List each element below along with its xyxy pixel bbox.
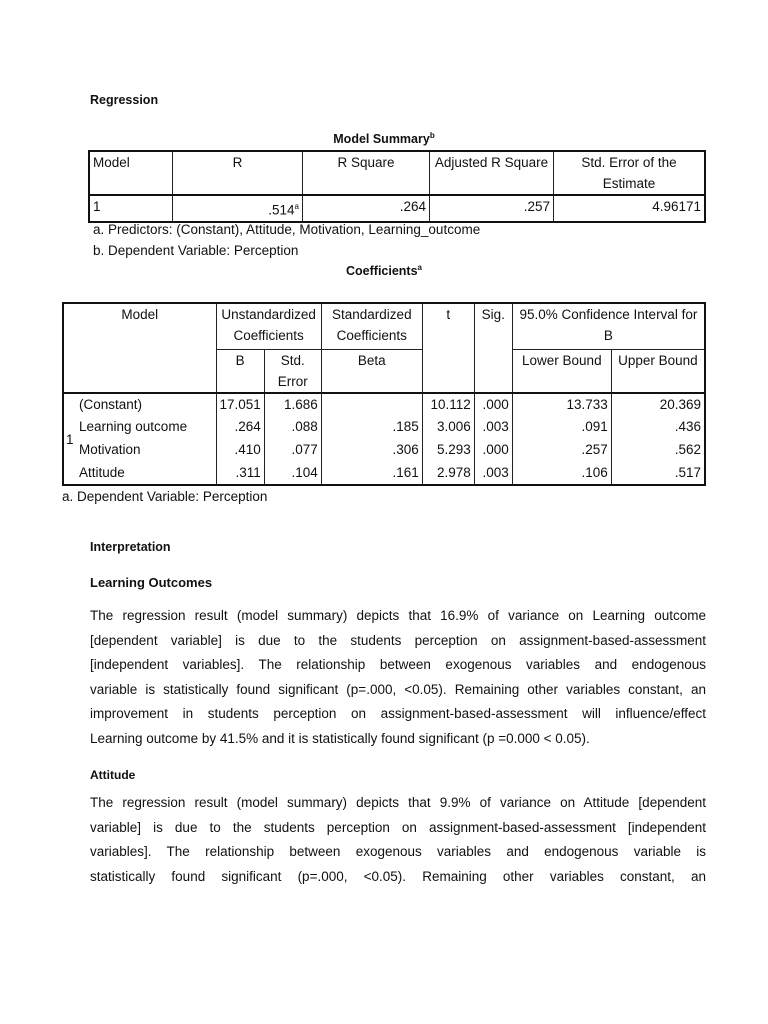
header-confidence-interval: 95.0% Confidence Interval for B	[512, 303, 705, 349]
predictor-name: Attitude	[76, 462, 216, 485]
footnote-marker: b	[429, 131, 435, 140]
header-t: t	[422, 303, 474, 393]
title-text: Model Summary	[333, 132, 430, 147]
cell-beta: .161	[321, 462, 422, 485]
cell-t: 3.006	[422, 416, 474, 439]
coefficients-table	[62, 302, 706, 486]
header-model: Model	[89, 151, 173, 195]
cell-se: .088	[264, 416, 321, 439]
cell-lower: .257	[512, 439, 611, 462]
title-text: Coefficients	[346, 264, 418, 279]
header-r: R	[173, 151, 303, 195]
table-row	[63, 416, 705, 439]
table-row	[63, 462, 705, 485]
paragraph-line: [independent variables]. The relationship between exogenous variables and endogenous	[90, 657, 706, 673]
paragraph-line: The regression result (model summary) depicts that 16.9% of variance on Learning outcome	[90, 608, 706, 623]
cell-sig: .003	[474, 416, 512, 439]
predictor-name: (Constant)	[76, 393, 216, 416]
header-lower-bound: Lower Bound	[512, 349, 611, 393]
header-standardized: Standardized Coefficients	[321, 303, 422, 349]
model-number: 1	[63, 393, 76, 485]
cell-b: .311	[216, 462, 264, 485]
cell-upper: .436	[611, 416, 705, 439]
cell-b: 17.051	[216, 393, 264, 416]
cell-std-error: 4.96171	[554, 195, 706, 222]
interpretation-heading: Interpretation	[90, 540, 171, 554]
paragraph-line: statistically found significant (p=.000, <0.05). Remaining other variables constant, an	[90, 868, 706, 884]
cell-se: 1.686	[264, 393, 321, 416]
cell-lower: .106	[512, 462, 611, 485]
coefficients-title	[0, 263, 768, 278]
header-upper-bound: Upper Bound	[611, 349, 705, 393]
cell-upper: .517	[611, 462, 705, 485]
header-unstandardized: Unstandardized Coefficients	[216, 303, 321, 349]
cell-sig: .003	[474, 462, 512, 485]
cell-beta	[321, 393, 422, 416]
section-heading-learning-outcomes: Learning Outcomes	[90, 575, 213, 590]
cell-model: 1	[89, 195, 173, 222]
paragraph-line: variables]. The relationship between exogenous variables and endogenous variable is	[90, 844, 706, 860]
model-summary-title	[0, 131, 768, 146]
paragraph-line: [dependent variable] is due to the students perception on assignment-based-assessment	[90, 632, 706, 648]
section-heading-attitude: Attitude	[90, 768, 136, 782]
cell-b: .264	[216, 416, 264, 439]
table-row	[63, 393, 705, 416]
cell-lower: .091	[512, 416, 611, 439]
paragraph-learning-outcomes	[90, 604, 706, 752]
cell-adj-r-square: .257	[430, 195, 554, 222]
paragraph-attitude	[90, 791, 706, 889]
model-summary-table	[88, 150, 706, 223]
header-std-error: Std. Error of the Estimate	[554, 151, 706, 195]
header-model: Model	[63, 303, 216, 393]
cell-b: .410	[216, 439, 264, 462]
header-r-square: R Square	[303, 151, 430, 195]
cell-upper: .562	[611, 439, 705, 462]
paragraph-line: variable] is due to the students perception on assignment-based-assessment [independent	[90, 819, 706, 835]
cell-se: .104	[264, 462, 321, 485]
header-sig: Sig.	[474, 303, 512, 393]
header-b: B	[216, 349, 264, 393]
model-summary-note-b: b. Dependent Variable: Perception	[93, 243, 299, 258]
cell-se: .077	[264, 439, 321, 462]
cell-r-square: .264	[303, 195, 430, 222]
predictor-name: Learning outcome	[76, 416, 216, 439]
cell-sig: .000	[474, 393, 512, 416]
header-adj-r-square: Adjusted R Square	[430, 151, 554, 195]
cell-t: 10.112	[422, 393, 474, 416]
cell-beta: .306	[321, 439, 422, 462]
cell-r	[173, 195, 303, 222]
header-std-error: Std. Error	[264, 349, 321, 393]
cell-lower: 13.733	[512, 393, 611, 416]
paragraph-line: Learning outcome by 41.5% and it is statistically found significant (p =0.000 < 0.05).	[90, 730, 590, 746]
r-value: .514	[268, 202, 295, 218]
paragraph-line: The regression result (model summary) depicts that 9.9% of variance on Attitude [dependent	[90, 795, 706, 810]
cell-sig: .000	[474, 439, 512, 462]
header-beta: Beta	[321, 349, 422, 393]
section-heading-regression: Regression	[90, 93, 159, 107]
paragraph-line: improvement in students perception on assignment-based-assessment will influence/effect	[90, 706, 706, 722]
cell-beta: .185	[321, 416, 422, 439]
cell-t: 2.978	[422, 462, 474, 485]
predictor-name: Motivation	[76, 439, 216, 462]
footnote-marker: a	[294, 202, 299, 211]
paragraph-line: variable is statistically found significant (p=.000, <0.05). Remaining other variables constant, an	[90, 681, 706, 697]
footnote-marker: a	[417, 263, 422, 272]
coefficients-note: a. Dependent Variable: Perception	[62, 489, 268, 504]
model-summary-note-a: a. Predictors: (Constant), Attitude, Motivation, Learning_outcome	[93, 222, 481, 237]
table-row	[63, 439, 705, 462]
cell-t: 5.293	[422, 439, 474, 462]
cell-upper: 20.369	[611, 393, 705, 416]
